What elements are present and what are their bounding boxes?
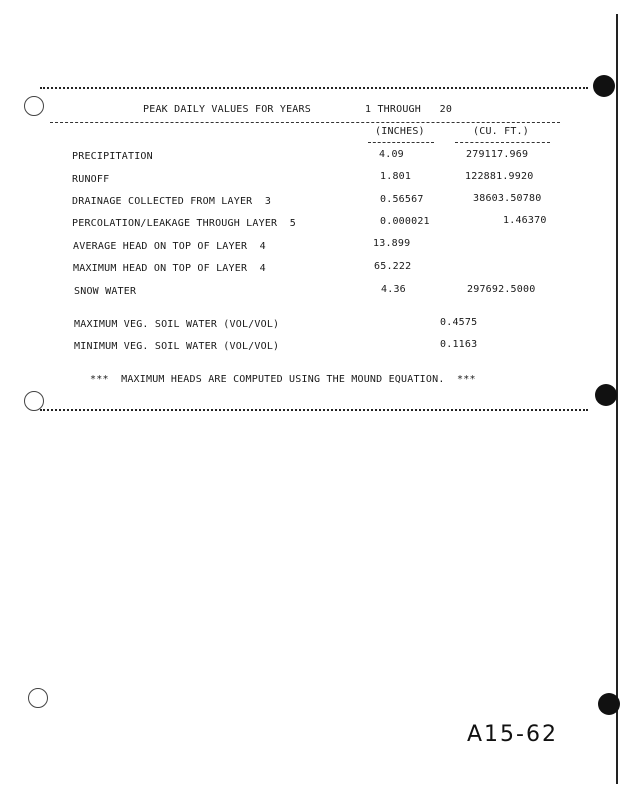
binder-hole-mark	[598, 693, 620, 715]
table-row-cuft: 122881.9920	[465, 171, 534, 182]
table-row-inches: 4.09	[379, 149, 404, 160]
punch-hole-circle	[24, 391, 44, 411]
page-edge-line	[616, 14, 618, 784]
report-title: PEAK DAILY VALUES FOR YEARS	[143, 104, 311, 115]
year-range: 1 THROUGH 20	[365, 104, 453, 115]
footnote: *** MAXIMUM HEADS ARE COMPUTED USING THE MOUND EQUATION. ***	[90, 374, 476, 385]
table-row-cuft: 279117.969	[466, 149, 529, 160]
handwritten-page-number: A15-62	[467, 722, 558, 747]
column-underline-inches	[368, 142, 434, 143]
binder-hole-mark	[595, 384, 617, 406]
table-row-label: AVERAGE HEAD ON TOP OF LAYER 4	[73, 241, 266, 252]
top-star-rule	[40, 87, 588, 89]
punch-hole-circle	[28, 688, 48, 708]
binder-hole-mark	[593, 75, 615, 97]
soil-row-value: 0.1163	[440, 339, 478, 350]
bottom-star-rule	[40, 409, 588, 411]
table-row-cuft: 297692.5000	[467, 284, 536, 295]
column-header-cuft: (CU. FT.)	[473, 126, 529, 137]
soil-row-label: MAXIMUM VEG. SOIL WATER (VOL/VOL)	[74, 319, 280, 330]
table-row-label: PERCOLATION/LEAKAGE THROUGH LAYER 5	[72, 218, 296, 229]
table-row-inches: 0.56567	[380, 194, 424, 205]
column-underline-cuft	[455, 142, 550, 143]
table-row-inches: 0.000021	[380, 216, 430, 227]
table-row-inches: 1.801	[380, 171, 412, 182]
table-row-label: RUNOFF	[72, 174, 110, 185]
punch-hole-circle	[24, 96, 44, 116]
table-row-label: MAXIMUM HEAD ON TOP OF LAYER 4	[73, 263, 266, 274]
soil-row-value: 0.4575	[440, 317, 478, 328]
table-row-label: SNOW WATER	[74, 286, 137, 297]
table-row-inches: 65.222	[374, 261, 412, 272]
table-row-label: PRECIPITATION	[72, 151, 153, 162]
header-dash-rule	[50, 122, 560, 123]
table-row-inches: 4.36	[381, 284, 406, 295]
table-row-inches: 13.899	[373, 238, 411, 249]
column-header-inches: (INCHES)	[375, 126, 425, 137]
table-row-cuft: 38603.50780	[473, 193, 542, 204]
table-row-label: DRAINAGE COLLECTED FROM LAYER 3	[72, 196, 272, 207]
soil-row-label: MINIMUM VEG. SOIL WATER (VOL/VOL)	[74, 341, 280, 352]
table-row-cuft: 1.46370	[503, 215, 547, 226]
